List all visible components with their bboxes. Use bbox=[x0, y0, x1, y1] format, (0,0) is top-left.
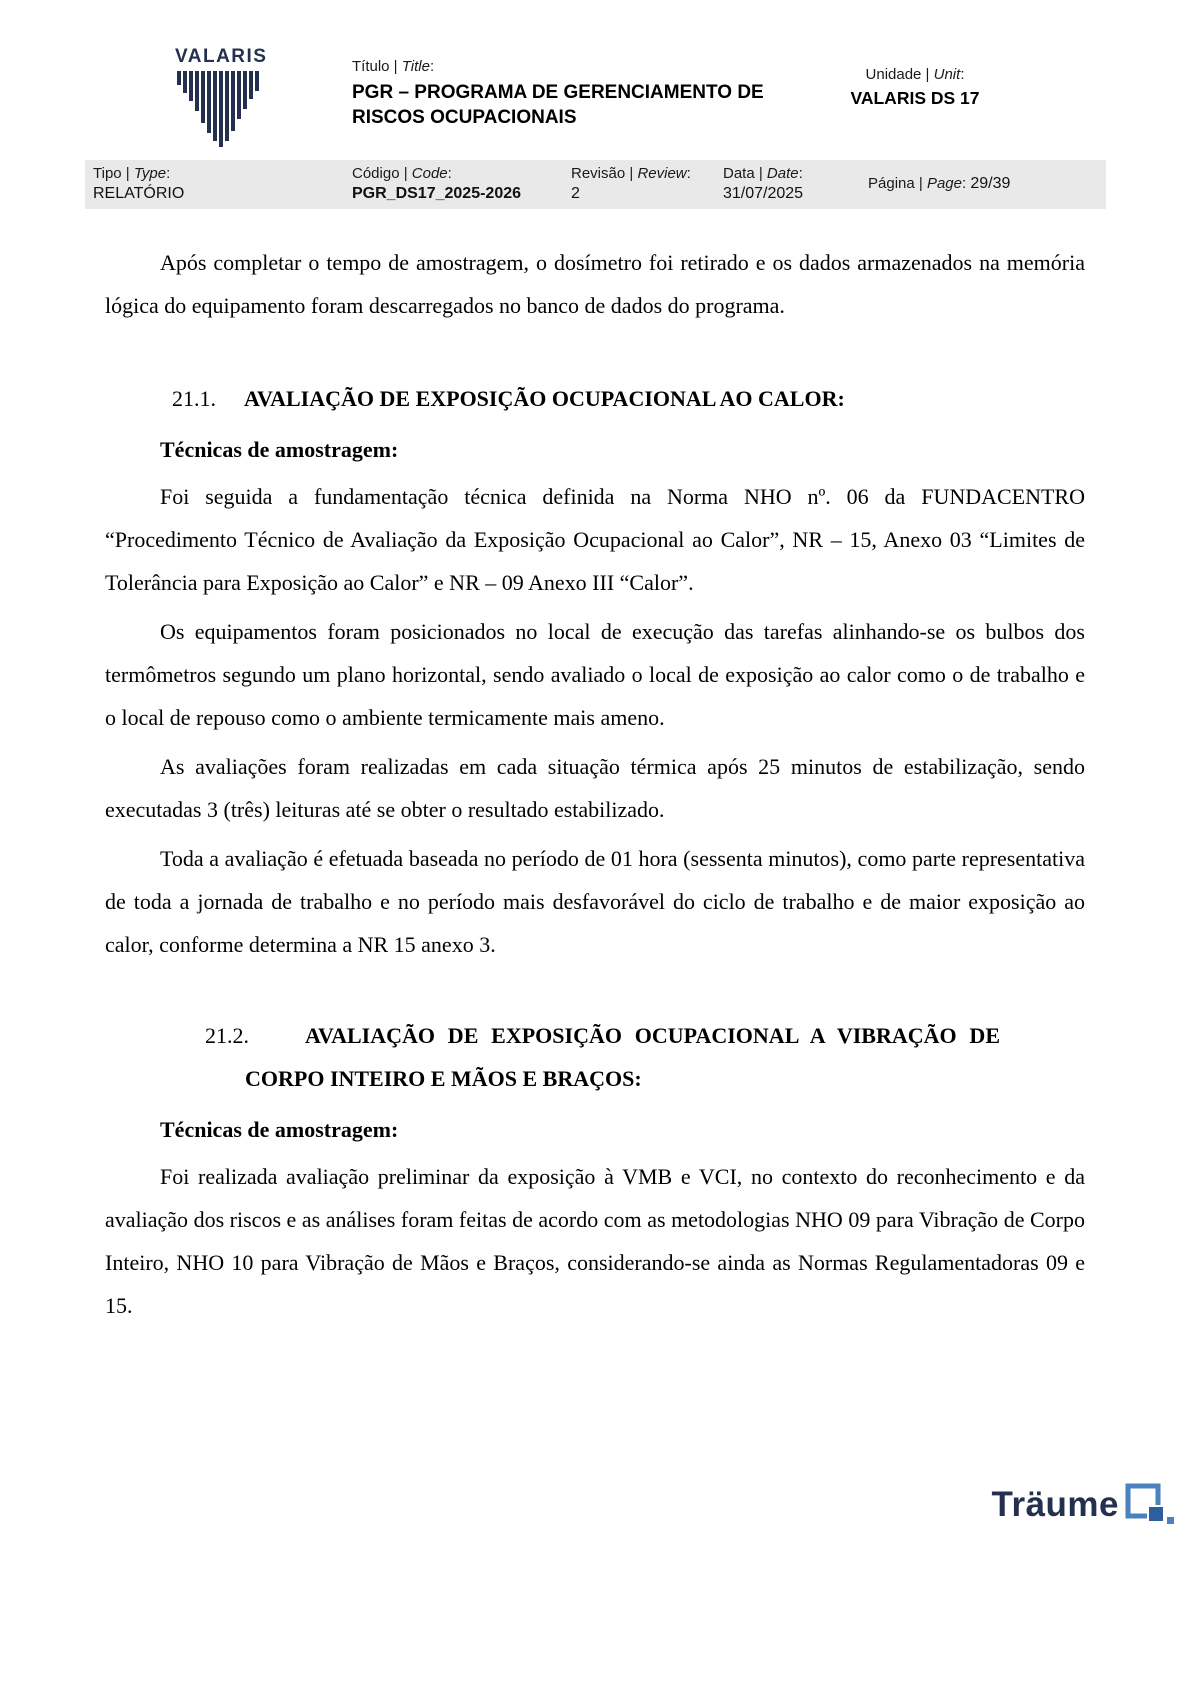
section-21-2-heading bbox=[205, 1014, 1000, 1100]
section-21-2-title-line1: AVALIAÇÃO DE EXPOSIÇÃO OCUPACIONAL A VIBRAÇÃO DE bbox=[305, 1023, 1000, 1048]
meta-page-label: Página | Page: bbox=[868, 175, 971, 192]
valaris-logo-text: VALARIS bbox=[175, 46, 268, 67]
traume-logo bbox=[992, 1483, 1178, 1525]
section-21-1-heading bbox=[172, 377, 1085, 420]
paragraph: Foi seguida a fundamentação técnica definida na Norma NHO nº. 06 da FUNDACENTRO “Procedimento Técnico de Avaliação da Exposição Ocupacional ao Calor”, NR – 15, Anexo 03 “Limites de Tolerância para Exposição ao Calor” e NR – 09 Anexo III “Calor”. bbox=[105, 484, 1085, 595]
meta-code-value: PGR_DS17_2025-2026 bbox=[352, 185, 522, 202]
section-21-2-heading-line1 bbox=[205, 1014, 1000, 1057]
paragraph: Foi realizada avaliação preliminar da exposição à VMB e VCI, no contexto do reconhecimento e da avaliação dos riscos e as análises foram feitas de acordo com as metodologias NHO 09 para Vibração de Corpo Inteiro, NHO 10 para Vibração de Mãos e Braços, considerando-se ainda as Normas Regulamentadoras 09 e 15. bbox=[105, 1164, 1085, 1318]
meta-bar bbox=[85, 160, 1106, 209]
paragraph: Toda a avaliação é efetuada baseada no período de 01 hora (sessenta minutos), como parte representativa de toda a jornada de trabalho e no período mais desfavorável do ciclo de trabalho e de maior exposição ao calor, conforme determina a NR 15 anexo 3. bbox=[105, 846, 1085, 957]
meta-date-label: Data | Date: bbox=[723, 165, 803, 182]
meta-code-label: Código | Code: bbox=[352, 165, 452, 182]
meta-type bbox=[93, 164, 184, 204]
meta-date bbox=[723, 164, 803, 204]
traume-logo-text: Träume bbox=[991, 1485, 1119, 1524]
section-21-2-number: 21.2. bbox=[205, 1023, 249, 1048]
valaris-logo bbox=[175, 46, 275, 147]
page-header bbox=[0, 0, 1191, 160]
valaris-logo-bars-icon bbox=[175, 71, 275, 147]
traume-squares-icon bbox=[1125, 1483, 1177, 1531]
document-title-line2: RISCOS OCUPACIONAIS bbox=[352, 107, 577, 128]
section-21-1-title: AVALIAÇÃO DE EXPOSIÇÃO OCUPACIONAL AO CALOR: bbox=[244, 386, 845, 411]
document-body bbox=[0, 209, 1191, 1327]
document-title-line1: PGR – PROGRAMA DE GERENCIAMENTO DE bbox=[352, 82, 764, 103]
meta-revision bbox=[571, 164, 691, 204]
unit-block bbox=[800, 66, 1030, 109]
paragraph: Os equipamentos foram posicionados no local de execução das tarefas alinhando-se os bulbos dos termômetros segundo um plano horizontal, sendo avaliado o local de exposição ao calor como o de trabalho e o local de repouso como o ambiente termicamente mais ameno. bbox=[105, 619, 1085, 730]
title-block bbox=[352, 58, 792, 130]
meta-code bbox=[352, 164, 521, 204]
meta-page-value: 29/39 bbox=[970, 175, 1011, 192]
document-title bbox=[352, 80, 792, 130]
unit-value: VALARIS DS 17 bbox=[850, 88, 980, 108]
title-label: Título | Title: bbox=[352, 58, 435, 75]
section-21-2-title-line2: CORPO INTEIRO E MÃOS E BRAÇOS: bbox=[245, 1066, 642, 1091]
paragraph: As avaliações foram realizadas em cada situação térmica após 25 minutos de estabilização, sendo executadas 3 (três) leituras até se obter o resultado estabilizado. bbox=[105, 754, 1085, 822]
meta-page bbox=[868, 174, 1010, 194]
unit-label: Unidade | Unit: bbox=[865, 66, 965, 83]
meta-type-label: Tipo | Type: bbox=[93, 165, 171, 182]
meta-type-value: RELATÓRIO bbox=[93, 185, 185, 202]
section-21-2-subheading: Técnicas de amostragem: bbox=[160, 1117, 399, 1142]
section-21-1-subheading: Técnicas de amostragem: bbox=[160, 437, 399, 462]
meta-revision-value: 2 bbox=[571, 185, 580, 202]
meta-revision-label: Revisão | Review: bbox=[571, 165, 691, 182]
meta-date-value: 31/07/2025 bbox=[723, 185, 804, 202]
section-21-1-number: 21.1. bbox=[172, 386, 216, 411]
intro-paragraph: Após completar o tempo de amostragem, o dosímetro foi retirado e os dados armazenados na memória lógica do equipamento foram descarregados no banco de dados do programa. bbox=[105, 250, 1085, 318]
